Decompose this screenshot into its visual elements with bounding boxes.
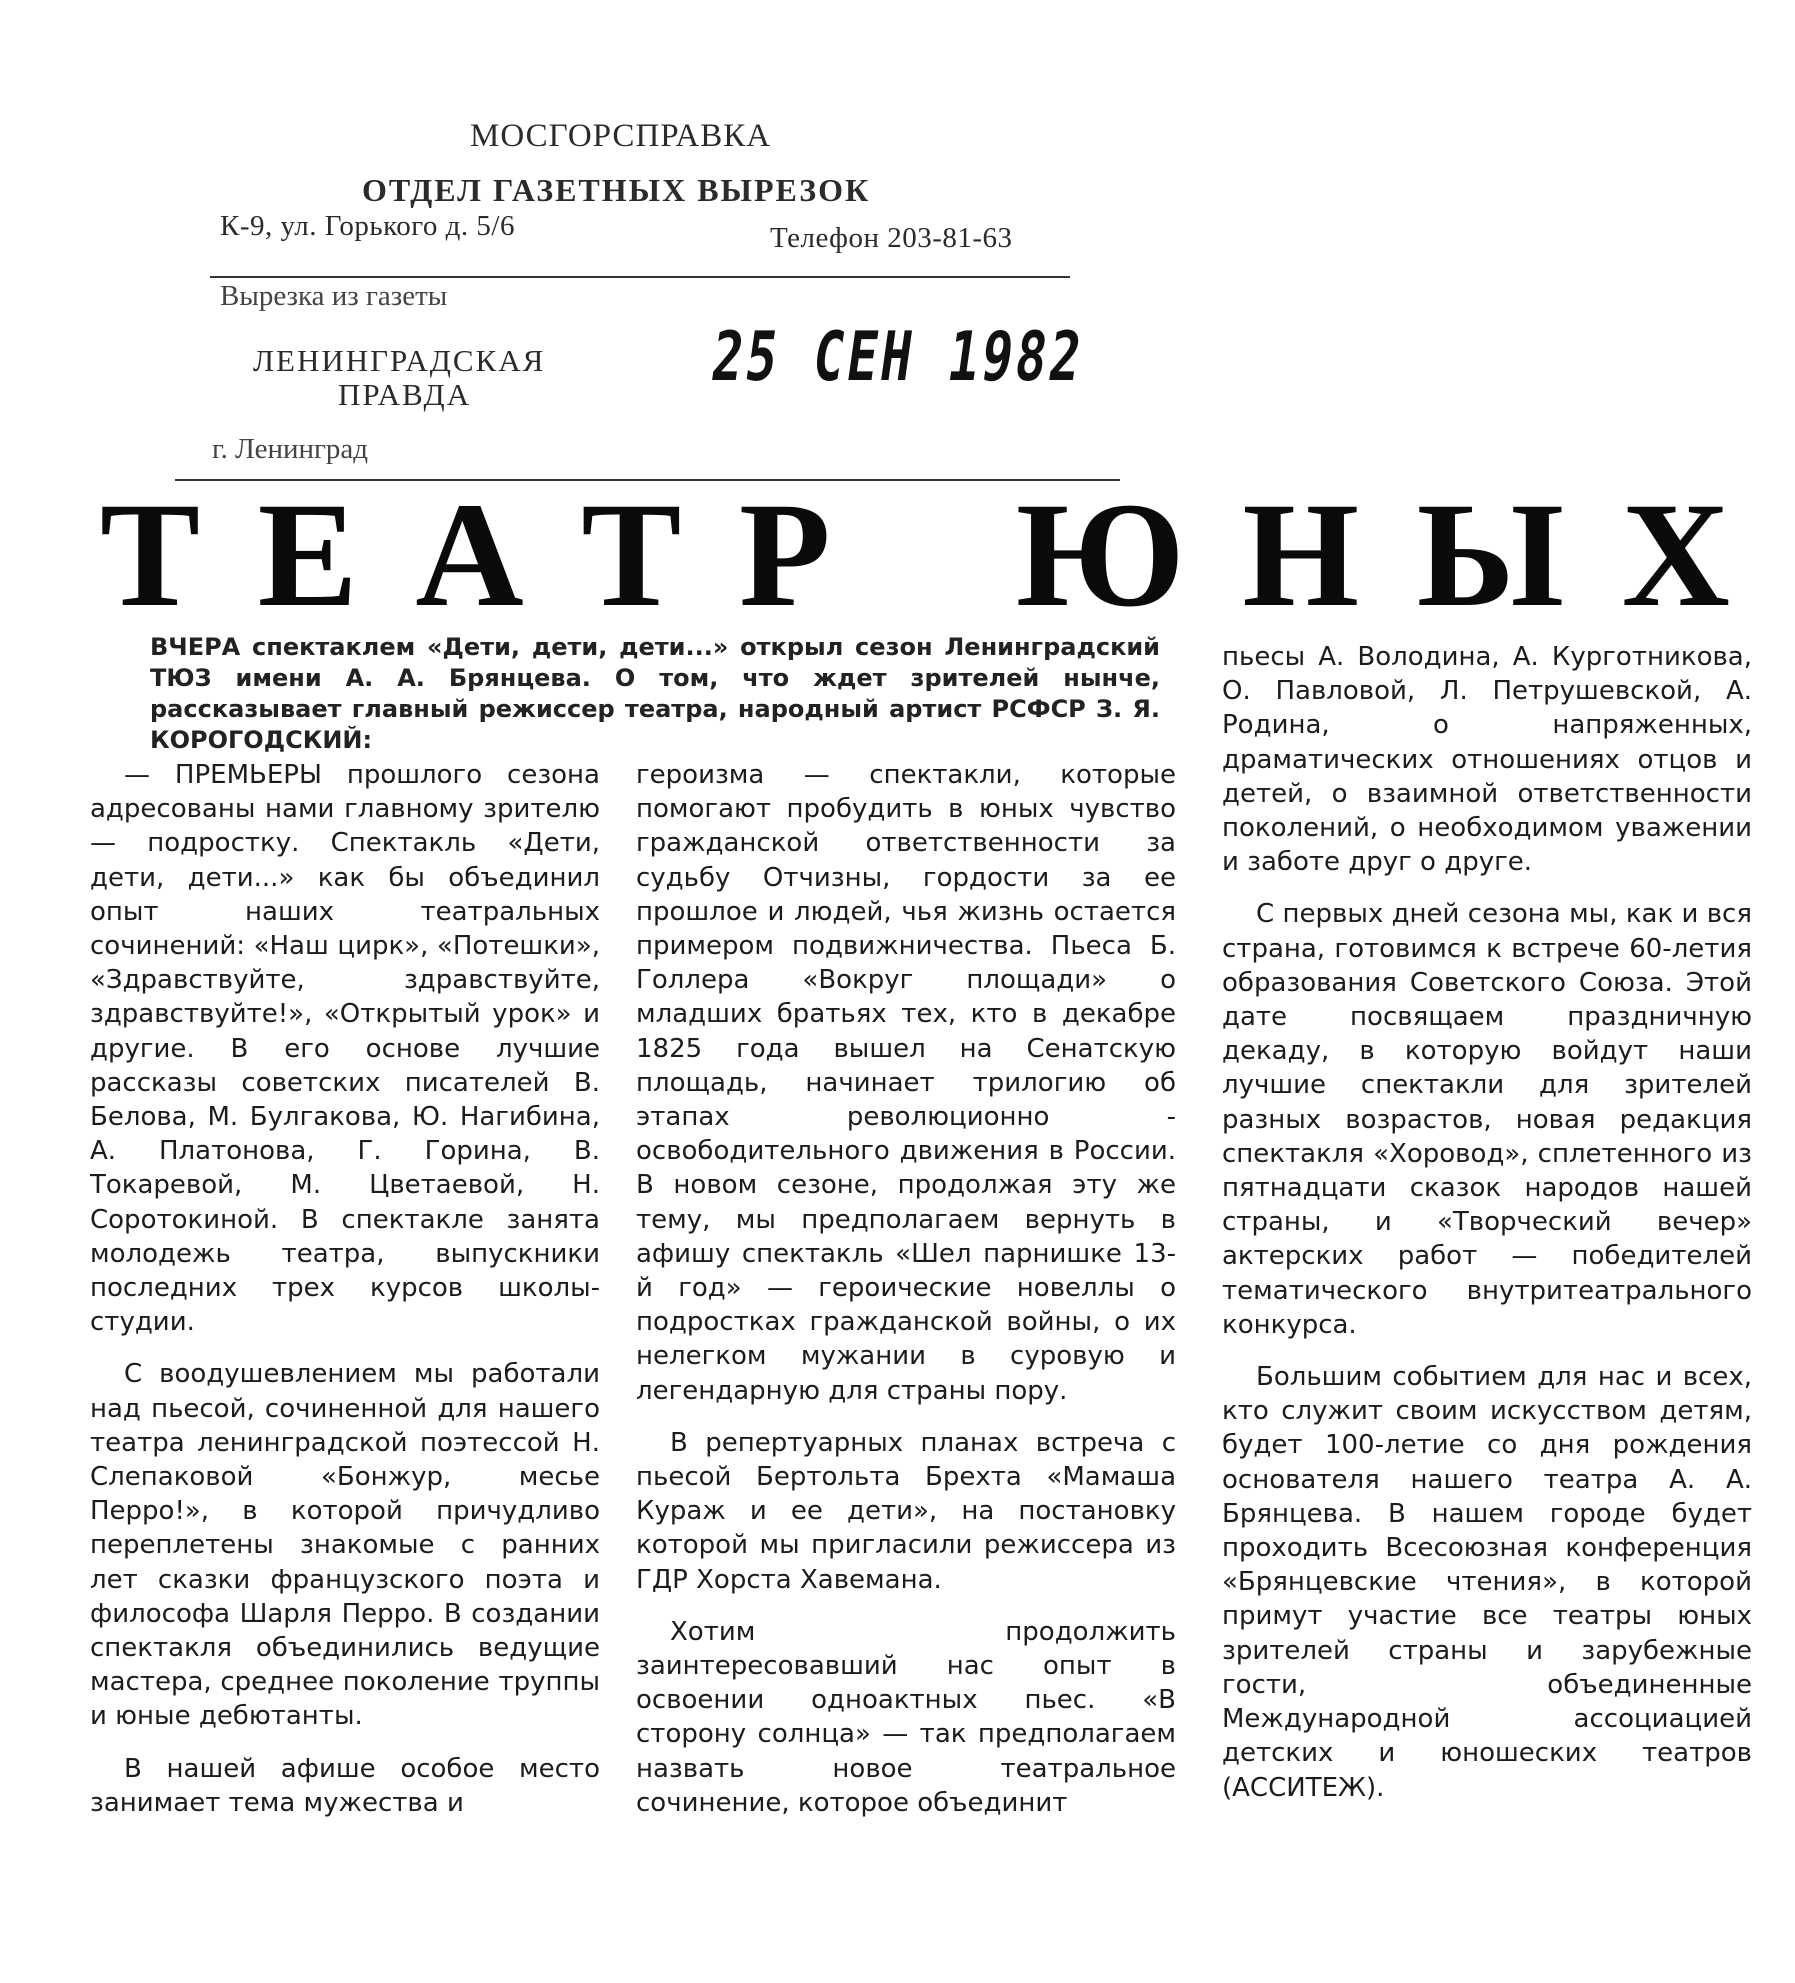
headline-letter: Н bbox=[1242, 472, 1360, 638]
agency-phone: Телефон 203-81-63 bbox=[770, 222, 1013, 254]
header-divider bbox=[210, 276, 1070, 278]
headline-letter: Т bbox=[581, 472, 682, 638]
paragraph: С воодушевлением мы работали над пьесой, сочиненной для нашего театра ленинградской поэтессой Н. Слепаковой «Бонжур, месье Перро!», в которой причудливо переплетены знакомые с ранних лет сказки французского поэта и философа Шарля Перро. В создании спектакля объединились ведущие мастера, среднее поколение труппы и юные дебютанты. bbox=[90, 1359, 600, 1732]
paragraph: Хотим продолжить заинтересовавший нас опыт в освоении одноактных пьес. «В сторону солнца» — так предполагаем назвать новое театральное сочинение, которое объединит bbox=[636, 1616, 1176, 1818]
article-column-2 bbox=[636, 758, 1176, 1838]
headline-letter: Ы bbox=[1416, 472, 1565, 638]
newspaper-name-line2: ПРАВДА bbox=[338, 377, 472, 412]
newspaper-city: г. Ленинград bbox=[212, 433, 369, 465]
headline-letter: А bbox=[415, 472, 524, 638]
paragraph: героизма — спектакли, которые помогают пробудить в юных чувство гражданской ответственности за судьбу Отчизны, гордости за ее прошлое и людей, чья жизнь остается примером подвижничества. Пьеса Б. Голлера «Вокруг площади» о младших братьях тех, кто в декабре 1825 года вышел на Сенатскую площадь, начинает трилогию об этапах революционно - освободительного движения в России. В новом сезоне, продолжая эту же тему, мы предполагаем вернуть в афишу спектакль «Шел парнишке 13-й год» — героические новеллы о подростках гражданской войны, о их нелегком мужании в суровую и легендарную для страны пору. bbox=[636, 760, 1176, 1406]
headline-letter: Р bbox=[739, 472, 831, 638]
agency-name: МОСГОРСПРАВКА bbox=[470, 118, 772, 154]
headline-letter: Т bbox=[100, 472, 201, 638]
paragraph: — ПРЕМЬЕРЫ прошлого сезона адресованы нами главному зрителю — подростку. Спектакль «Дети, дети, дети...» как бы объединил опыт наших театральных сочинений: «Наш цирк», «Потешки», «Здравствуйте, здравствуйте, здравствуйте!», «Открытый урок» и другие. В его основе лучшие рассказы советских писателей В. Белова, М. Булгакова, Ю. Нагибина, А. Платонова, Г. Горина, В. Токаревой, М. Цветаевой, Н. Соротокиной. В спектакле занята молодежь театра, выпускники последних трех курсов школы-студии. bbox=[90, 760, 600, 1338]
agency-address: К-9, ул. Горького д. 5/6 bbox=[220, 210, 515, 242]
paragraph: пьесы А. Володина, А. Курготникова, О. Павловой, Л. Петрушевской, А. Родина, о напряженных, драматических отношениях отцов и детей, о взаимной ответственности поколений, о необходимом уважении и заботе друг о друге. bbox=[1222, 642, 1752, 878]
paragraph: Большим событием для нас и всех, кто служит своим искусством детям, будет 100-летие со дня рождения основателя нашего театра А. А. Брянцева. В нашем городе будет проходить Всесоюзная конференция «Брянцевские чтения», в которой примут участие все театры юных зрителей страны и зарубежные гости, объединенные Международной ассоциацией детских и юношеских театров (АССИТЕЖ). bbox=[1222, 1362, 1752, 1803]
headline bbox=[100, 472, 1730, 638]
cutting-label: Вырезка из газеты bbox=[220, 280, 448, 312]
paragraph: В репертуарных планах встреча с пьесой Бертольта Брехта «Мамаша Кураж и ее дети», на постановку которой мы пригласили режиссера из ГДР Хорста Хавемана. bbox=[636, 1427, 1176, 1595]
date-stamp: 25 СЕН 1982 bbox=[706, 318, 1089, 397]
headline-letter: Ю bbox=[1015, 472, 1185, 638]
paragraph: С первых дней сезона мы, как и вся страна, готовимся к встрече 60-летия образования Советского Союза. Этой дате посвящаем праздничную декаду, в которую войдут наши лучшие спектакли для зрителей разных возрастов, новая редакция спектакля «Хоровод», сплетенного из пятнадцати сказок народов нашей страны, и «Творческий вечер» актерских работ — победителей тематического внутритеатрального конкурса. bbox=[1222, 899, 1752, 1340]
newspaper-name-line1: ЛЕНИНГРАДСКАЯ bbox=[253, 343, 546, 378]
headline-letter: Е bbox=[257, 472, 358, 638]
paragraph: В нашей афише особое место занимает тема мужества и bbox=[90, 1753, 600, 1818]
article-column-1 bbox=[90, 758, 600, 1838]
article-column-3 bbox=[1222, 640, 1752, 1823]
department-name: ОТДЕЛ ГАЗЕТНЫХ ВЫРЕЗОК bbox=[362, 172, 871, 208]
article-lead: ВЧЕРА спектаклем «Дети, дети, дети...» открыл сезон Ленинградский ТЮЗ имени А. А. Брянцева. О том, что ждет зрителей нынче, рассказывает главный режиссер театра, народный артист РСФСР З. Я. КОРОГОДСКИЙ: bbox=[150, 633, 1160, 754]
headline-letter: Х bbox=[1621, 472, 1730, 638]
